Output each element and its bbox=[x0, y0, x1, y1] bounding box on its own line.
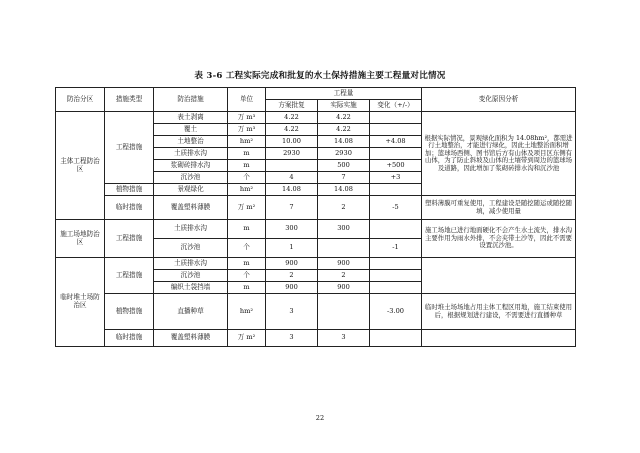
header-measure: 防治措施 bbox=[154, 88, 228, 112]
header-quantity: 工程量 bbox=[266, 88, 422, 100]
approved-cell: 10.00 bbox=[266, 136, 318, 148]
approved-cell: 7 bbox=[266, 196, 318, 220]
unit-cell: 个 bbox=[228, 172, 266, 184]
analysis-cell: 根据实际情况，景观绿化面积为 14.08hm²，都需进行土地整治，才能进行绿化，因此土地整治面积增加；篮球场西侧、图书馆后方有山体及项目区东侧有山体，为了防止斜坡及山体的土壤带到周边的篮球场及道路，因此增加了浆砌砖排水沟和沉沙池 bbox=[422, 112, 576, 196]
table-caption: 表 3-6 工程实际完成和批复的水土保持措施主要工程量对比情况 bbox=[194, 71, 446, 81]
measure-cell: 覆盖塑料薄膜 bbox=[154, 330, 228, 347]
approved-cell: 1 bbox=[266, 239, 318, 258]
measure-cell: 土质排水沟 bbox=[154, 148, 228, 160]
measure-cell: 浆砌砖排水沟 bbox=[154, 160, 228, 172]
approved-cell: 14.08 bbox=[266, 184, 318, 196]
measure-cell: 沉沙池 bbox=[154, 270, 228, 282]
header-row bbox=[56, 88, 576, 100]
header-change: 变化（+/-） bbox=[370, 100, 422, 112]
change-cell bbox=[370, 148, 422, 160]
actual-cell: 14.08 bbox=[318, 136, 370, 148]
actual-cell: 2 bbox=[318, 270, 370, 282]
analysis-cell: 临时堆土场场地占用主体工程区用地，施工结束使用后，根据规划进行建设，不需要进行直播种草 bbox=[422, 294, 576, 330]
measure-type-cell: 植物措施 bbox=[105, 294, 154, 330]
measure-cell: 沉沙池 bbox=[154, 239, 228, 258]
unit-cell: 万 m³ bbox=[228, 124, 266, 136]
actual-cell bbox=[318, 294, 370, 330]
table-row bbox=[56, 330, 576, 347]
approved-cell: 4.22 bbox=[266, 124, 318, 136]
change-cell bbox=[370, 184, 422, 196]
actual-cell: 2930 bbox=[318, 148, 370, 160]
actual-cell: 500 bbox=[318, 160, 370, 172]
approved-cell: 900 bbox=[266, 282, 318, 294]
approved-cell: 900 bbox=[266, 258, 318, 270]
header-analysis: 变化原因分析 bbox=[422, 88, 576, 112]
analysis-cell: 塑料薄膜可重复使用，工程建设是随挖随运或随挖随填，减少使用量 bbox=[422, 196, 576, 220]
actual-cell: 300 bbox=[318, 220, 370, 239]
change-cell: +4.08 bbox=[370, 136, 422, 148]
approved-cell bbox=[266, 160, 318, 172]
unit-cell: m bbox=[228, 160, 266, 172]
comparison-table bbox=[55, 87, 576, 347]
change-cell: +3 bbox=[370, 172, 422, 184]
measure-cell: 直播种草 bbox=[154, 294, 228, 330]
table-row bbox=[56, 220, 576, 239]
unit-cell: 万 m² bbox=[228, 330, 266, 347]
measure-type-cell: 临时措施 bbox=[105, 196, 154, 220]
actual-cell: 4.22 bbox=[318, 124, 370, 136]
measure-cell: 景观绿化 bbox=[154, 184, 228, 196]
change-cell bbox=[370, 258, 422, 270]
table-row bbox=[56, 294, 576, 330]
unit-cell: 个 bbox=[228, 270, 266, 282]
unit-cell: hm² bbox=[228, 184, 266, 196]
measure-type-cell: 工程措施 bbox=[105, 220, 154, 258]
analysis-cell-empty bbox=[422, 330, 576, 347]
change-cell bbox=[370, 220, 422, 239]
measure-type-cell: 植物措施 bbox=[105, 184, 154, 196]
zone-cell: 主体工程防治区 bbox=[56, 112, 105, 220]
approved-cell: 3 bbox=[266, 294, 318, 330]
unit-cell: 万 m² bbox=[228, 196, 266, 220]
actual-cell: 14.08 bbox=[318, 184, 370, 196]
measure-cell: 土质排水沟 bbox=[154, 258, 228, 270]
actual-cell bbox=[318, 239, 370, 258]
zone-cell: 临时堆土场防治区 bbox=[56, 258, 105, 347]
table-row bbox=[56, 258, 576, 270]
header-actual: 实际实施 bbox=[318, 100, 370, 112]
actual-cell: 2 bbox=[318, 196, 370, 220]
unit-cell: m bbox=[228, 258, 266, 270]
change-cell: -5 bbox=[370, 196, 422, 220]
unit-cell: hm² bbox=[228, 294, 266, 330]
change-cell: -1 bbox=[370, 239, 422, 258]
unit-cell: m bbox=[228, 282, 266, 294]
actual-cell: 3 bbox=[318, 330, 370, 347]
analysis-cell-empty bbox=[422, 258, 576, 294]
approved-cell: 300 bbox=[266, 220, 318, 239]
measure-cell: 土质排水沟 bbox=[154, 220, 228, 239]
measure-type-cell: 临时措施 bbox=[105, 330, 154, 347]
change-cell bbox=[370, 330, 422, 347]
unit-cell: m bbox=[228, 148, 266, 160]
unit-cell: m bbox=[228, 220, 266, 239]
page-number: 22 bbox=[315, 414, 325, 422]
measure-cell: 覆土 bbox=[154, 124, 228, 136]
zone-cell: 施工场地防治区 bbox=[56, 220, 105, 258]
header-measure-type: 措施类型 bbox=[105, 88, 154, 112]
approved-cell: 4.22 bbox=[266, 112, 318, 124]
measure-type-cell: 工程措施 bbox=[105, 112, 154, 184]
table-row bbox=[56, 196, 576, 220]
change-cell bbox=[370, 282, 422, 294]
approved-cell: 2930 bbox=[266, 148, 318, 160]
actual-cell: 900 bbox=[318, 258, 370, 270]
unit-cell: 万 m³ bbox=[228, 112, 266, 124]
measure-type-cell: 工程措施 bbox=[105, 258, 154, 294]
header-unit: 单位 bbox=[228, 88, 266, 112]
change-cell bbox=[370, 270, 422, 282]
approved-cell: 4 bbox=[266, 172, 318, 184]
actual-cell: 900 bbox=[318, 282, 370, 294]
measure-cell: 沉沙池 bbox=[154, 172, 228, 184]
measure-cell: 表土剥离 bbox=[154, 112, 228, 124]
table-row bbox=[56, 112, 576, 124]
change-cell: -3.00 bbox=[370, 294, 422, 330]
approved-cell: 3 bbox=[266, 330, 318, 347]
change-cell bbox=[370, 124, 422, 136]
header-zone: 防治分区 bbox=[56, 88, 105, 112]
measure-cell: 土地整治 bbox=[154, 136, 228, 148]
unit-cell: hm² bbox=[228, 136, 266, 148]
change-cell bbox=[370, 112, 422, 124]
measure-cell: 覆盖塑料薄膜 bbox=[154, 196, 228, 220]
analysis-cell: 施工场地已进行地面硬化不会产生水土流失，排水沟主要作用为雨水外排，不会夹带土沙等，因此不需要设置沉沙池。 bbox=[422, 220, 576, 258]
approved-cell: 2 bbox=[266, 270, 318, 282]
change-cell: +500 bbox=[370, 160, 422, 172]
actual-cell: 7 bbox=[318, 172, 370, 184]
header-approved: 方案批复 bbox=[266, 100, 318, 112]
unit-cell: 个 bbox=[228, 239, 266, 258]
actual-cell: 4.22 bbox=[318, 112, 370, 124]
measure-cell: 编织土袋挡墙 bbox=[154, 282, 228, 294]
